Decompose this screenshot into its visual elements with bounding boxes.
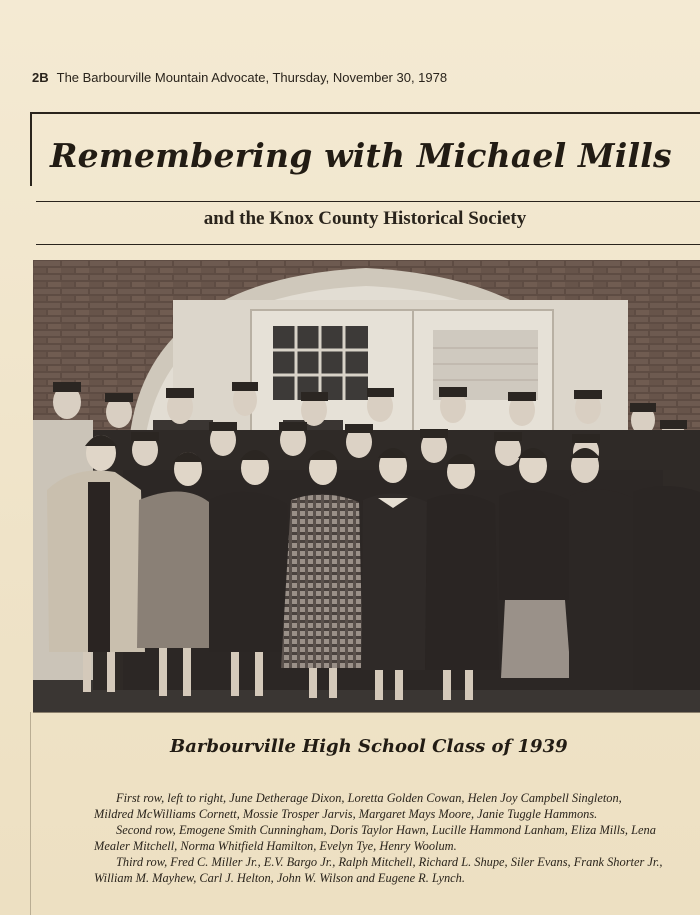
headline-rule-top — [36, 201, 700, 202]
caption-third-row: Third row, Fred C. Miller Jr., E.V. Bargo Jr., Ralph Mitchell, Richard L. Shupe, Siler Evans, Frank Shorter Jr., William M. Mayhew, Carl J. Helton, John W. Wilson and Eugene R. Lynch. — [94, 855, 663, 885]
photo-border-bottom — [33, 712, 700, 713]
folio-line — [32, 70, 447, 85]
page-number: 2B — [32, 70, 49, 85]
door-window-left — [273, 326, 368, 400]
class-photo — [33, 260, 700, 712]
class-photo-drawing — [33, 260, 700, 712]
column-subhead: and the Knox County Historical Society — [203, 208, 527, 229]
caption-second-row: Second row, Emogene Smith Cunningham, Doris Taylor Hawn, Lucille Hammond Lanham, Eliza Mills, Lena Mealer Mitchell, Norma Whitfield Hamilton, Evelyn Tye, Henry Woolum. — [94, 823, 656, 853]
publication-dateline: The Barbourville Mountain Advocate, Thursday, November 30, 1978 — [56, 70, 448, 85]
photo-caption — [94, 790, 664, 886]
caption-title: Barbourville High School Class of 1939 — [170, 736, 568, 757]
column-side-rule — [30, 712, 31, 915]
headline-rule-bottom — [36, 244, 700, 245]
column-headline: Remembering with Michael Mills — [50, 136, 672, 175]
caption-first-row: First row, left to right, June Detherage Dixon, Loretta Golden Cowan, Helen Joy Campbell Singleton, Mildred McWilliams Cornett, Mossie Trosper Jarvis, Margaret Mays Moore, Janie Tuggle Hammons. — [94, 791, 622, 821]
